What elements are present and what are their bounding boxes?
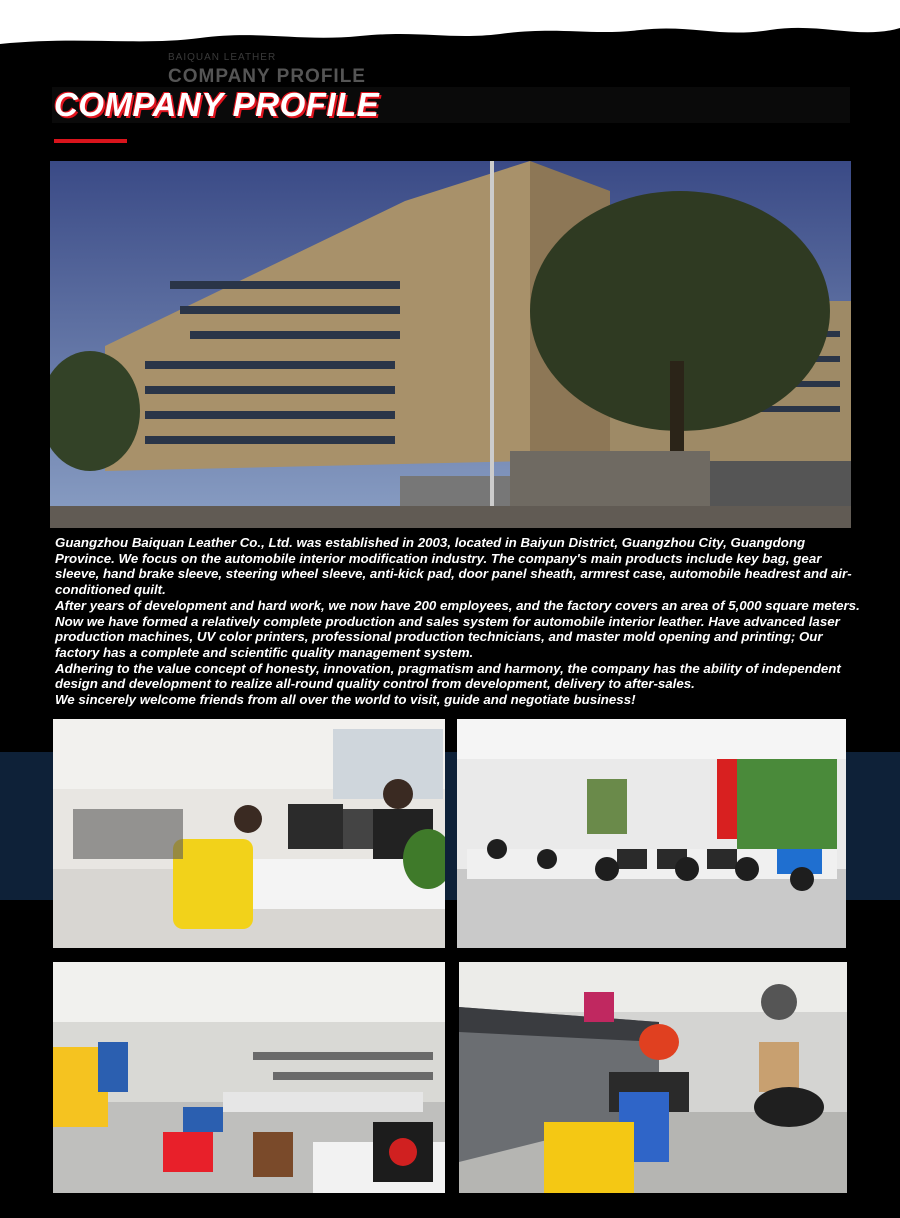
description-paragraph: Guangzhou Baiquan Leather Co., Ltd. was established in 2003, located in Baiyun District, Guangzhou City, Guangdong Province. We focus on the automobile interior modification industry. The company's main products include key bag, gear sleeve, hand brake sleeve, steering wheel sleeve, anti-kick pad, door panel sheath, armrest case, automobile headrest and air-conditioned quilt. bbox=[55, 535, 852, 598]
ghost-subtitle: BAIQUAN LEATHER bbox=[168, 52, 277, 63]
description-paragraph: Adhering to the value concept of honesty, innovation, pragmatism and harmony, the company has the ability of independent design and development to realize all-round quality control from development, delivery to after-sales. bbox=[55, 660, 841, 692]
factory-building-photo bbox=[50, 161, 851, 528]
open-office-photo bbox=[457, 719, 846, 948]
ghost-title: COMPANY PROFILE bbox=[168, 66, 366, 87]
uv-printer-workshop-photo bbox=[459, 962, 847, 1193]
office-workers-photo bbox=[53, 719, 445, 948]
torn-edge-decoration bbox=[0, 0, 900, 60]
company-description bbox=[55, 535, 865, 708]
description-paragraph: We sincerely welcome friends from all over the world to visit, guide and negotiate business! bbox=[55, 692, 636, 708]
description-paragraph: After years of development and hard work, we now have 200 employees, and the factory covers an area of 5,000 square meters. Now we have formed a relatively complete production and sales system for automobile interior leather. Have advanced laser production machines, UV color printers, professional production technicians, and master mold opening and printing; Our factory has a complete and scientific quality management system. bbox=[55, 597, 860, 660]
page-title: COMPANY PROFILE bbox=[54, 86, 380, 123]
title-underline bbox=[54, 139, 127, 143]
sewing-workshop-photo bbox=[53, 962, 445, 1193]
